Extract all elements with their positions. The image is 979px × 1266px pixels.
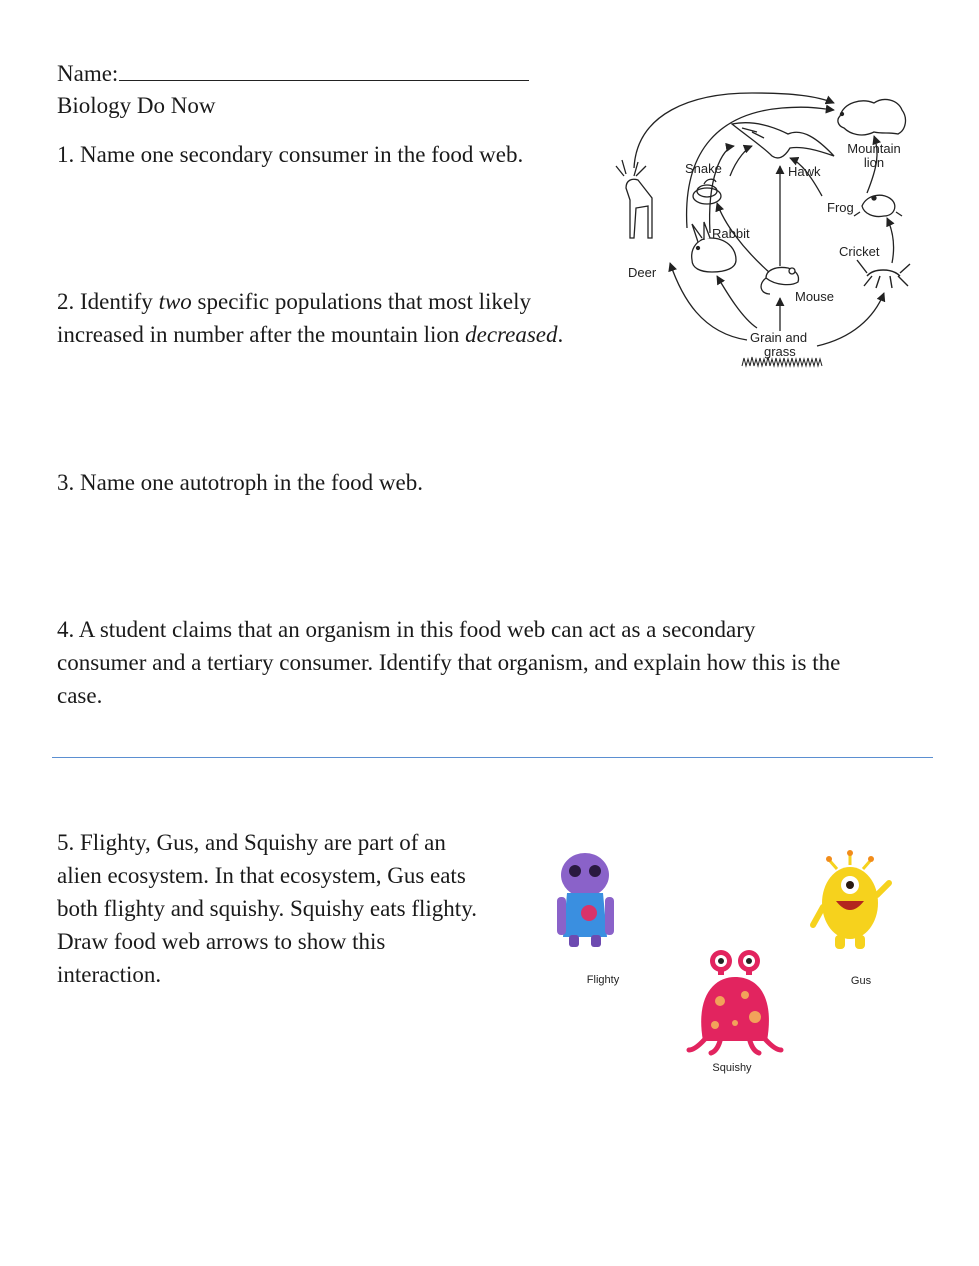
question-4-line-2: consumer and a tertiary consumer. Identify that organism, and explain how this is the <box>57 650 841 675</box>
question-3: 3. Name one autotroph in the food web. <box>57 470 423 495</box>
question-5-line-3: both flighty and squishy. Squishy eats flighty. <box>57 896 477 921</box>
label-rabbit: Rabbit <box>712 226 750 241</box>
name-label: Name: <box>57 61 119 86</box>
question-5-line-5: interaction. <box>57 962 162 987</box>
deer-icon <box>616 160 652 238</box>
label-flighty: Flighty <box>586 974 620 986</box>
worksheet-title: Biology Do Now <box>57 93 216 118</box>
question-5-line-1: 5. Flighty, Gus, and Squishy are part of an <box>57 830 446 855</box>
snake-icon <box>693 179 721 204</box>
question-5-line-4: Draw food web arrows to show this <box>57 929 386 954</box>
food-web-diagram <box>612 88 912 373</box>
label-mouse: Mouse <box>795 289 835 304</box>
section-divider <box>52 757 933 758</box>
name-blank-line[interactable] <box>119 56 529 81</box>
hawk-icon <box>732 123 834 158</box>
label-mountain-lion-2: lion <box>863 155 885 170</box>
question-4-line-3: case. <box>57 683 103 708</box>
label-snake: Snake <box>685 161 722 176</box>
label-cricket: Cricket <box>839 244 880 259</box>
cricket-icon <box>857 260 910 288</box>
emphasis-decreased: decreased <box>465 322 558 347</box>
emphasis-two: two <box>158 289 192 314</box>
question-2-line-1: 2. Identify two specific populations that most likely <box>57 289 531 314</box>
label-hawk: Hawk <box>788 164 821 179</box>
alien-characters <box>545 845 905 1080</box>
question-1: 1. Name one secondary consumer in the food web. <box>57 142 524 167</box>
mountain-lion-icon <box>838 99 906 134</box>
label-grain-1: Grain and <box>750 330 808 345</box>
label-squishy: Squishy <box>712 1062 752 1074</box>
mouse-icon <box>761 267 798 294</box>
label-deer: Deer <box>628 265 657 280</box>
question-4-line-1: 4. A student claims that an organism in this food web can act as a secondary <box>57 617 756 642</box>
gus-figure <box>813 850 889 949</box>
question-2-line-2: increased in number after the mountain lion decreased. <box>57 322 564 347</box>
name-field <box>57 56 529 90</box>
label-grain-2: grass <box>764 344 796 359</box>
flighty-figure <box>557 853 614 947</box>
frog-icon <box>854 195 902 216</box>
label-gus: Gus <box>850 975 872 987</box>
label-frog: Frog <box>827 200 854 215</box>
label-mountain-lion-1: Mountain <box>847 141 901 156</box>
question-5-line-2: alien ecosystem. In that ecosystem, Gus eats <box>57 863 466 888</box>
squishy-figure <box>689 950 781 1053</box>
